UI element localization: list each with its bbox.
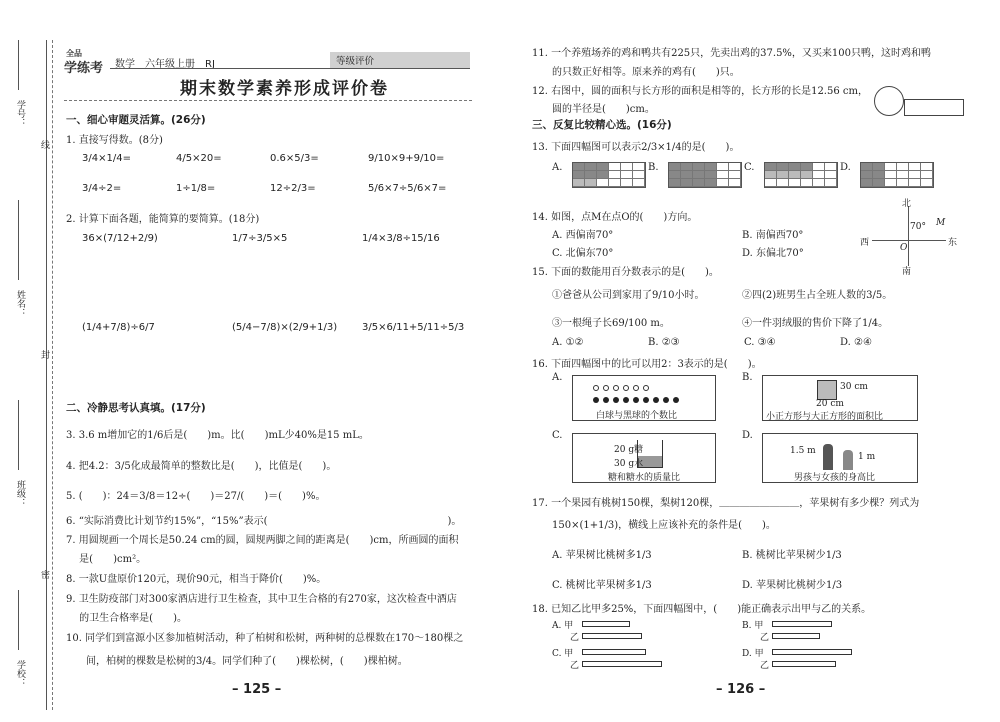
q13-option-label: B. bbox=[648, 162, 659, 173]
fill-item: 4. 把4.2：3/5化成最简单的整数比是( )，比值是( )。 bbox=[66, 461, 337, 472]
q13-grid-d bbox=[860, 162, 934, 188]
q12-line: 12. 右图中，圆的面积与长方形的面积是相等的，长方形的长是12.56 cm， bbox=[532, 86, 868, 97]
q13-option-label: D. bbox=[840, 162, 851, 173]
q18-label: 乙 bbox=[570, 661, 580, 671]
q14-option: D. 东偏北70° bbox=[742, 248, 804, 259]
q2-item: (1/4+7/8)÷6/7 bbox=[82, 322, 155, 333]
q14-option: B. 南偏西70° bbox=[742, 230, 804, 241]
q15-option: B. ②③ bbox=[648, 337, 680, 348]
q14-option: C. 北偏东70° bbox=[552, 248, 614, 259]
q13-grid-c bbox=[764, 162, 838, 188]
boy-figure bbox=[823, 444, 833, 470]
q18-bar-c-yi bbox=[582, 661, 662, 667]
q11-line: 11. 一个养殖场养的鸡和鸭共有225只，先卖出鸡的37.5%，又买来100只鸭，这时鸡和鸭 bbox=[532, 48, 932, 59]
section-1-heading: 一、细心审题灵活算。(26分) bbox=[66, 114, 206, 126]
q18-label: 乙 bbox=[760, 661, 770, 671]
q17-line: 17. 一个果园有桃树150棵，梨树120棵，＿＿＿＿＿＿＿＿，苹果树有多少棵？列式为 bbox=[532, 498, 920, 509]
q1-item: 3/4×1/4= bbox=[82, 153, 131, 164]
q18-bar-a-yi bbox=[582, 633, 642, 639]
q18-bar-b-yi bbox=[772, 633, 820, 639]
q15-option: C. ③④ bbox=[744, 337, 776, 348]
q15-item: ②四(2)班男生占全班人数的3/5。 bbox=[742, 290, 893, 301]
q16-m15: 1.5 m bbox=[790, 446, 816, 456]
q18-bar-d-yi bbox=[772, 661, 836, 667]
q17-option: C. 桃树比苹果树多1/3 bbox=[552, 580, 652, 591]
q15-item: ①爸爸从公司到家用了9/10小时。 bbox=[552, 290, 705, 301]
q15-item: ④一件羽绒服的售价下降了1/4。 bbox=[742, 318, 889, 329]
fill-item: 9. 卫生防疫部门对300家酒店进行卫生检查，其中卫生合格的有270家，这次检查中酒店 bbox=[66, 594, 457, 605]
q17-option: A. 苹果树比桃树多1/3 bbox=[552, 550, 652, 561]
q18-bar-d-jia bbox=[772, 649, 852, 655]
q2-item: 3/5×6/11+5/11÷5/3 bbox=[362, 322, 465, 333]
q18-label: B. 甲 bbox=[742, 621, 764, 631]
compass-ew-axis bbox=[872, 240, 946, 241]
q18-bar-a-jia bbox=[582, 621, 630, 627]
side-label-student-id: 学号： bbox=[15, 100, 25, 127]
side-label-seal: 封 bbox=[39, 350, 49, 359]
q1-item: 3/4÷2= bbox=[82, 183, 122, 194]
q13-grid-a bbox=[572, 162, 646, 188]
fill-item: 的卫生合格率是( )。 bbox=[66, 613, 187, 624]
girl-figure bbox=[843, 450, 853, 470]
compass-west: 西 bbox=[860, 238, 870, 248]
q16-caption-c: 糖和糖水的质量比 bbox=[608, 473, 681, 483]
cut-line bbox=[52, 40, 53, 710]
compass-ns-axis bbox=[908, 206, 909, 266]
q16-label-d: D. bbox=[742, 430, 753, 441]
q2-item: 36×(7/12+2/9) bbox=[82, 233, 158, 244]
q18-bar-c-jia bbox=[582, 649, 646, 655]
compass-o: O bbox=[900, 243, 908, 253]
section-2-heading: 二、冷静思考认真填。(17分) bbox=[66, 402, 206, 414]
header-rule bbox=[110, 68, 470, 69]
logo-top: 全品 bbox=[66, 49, 82, 58]
q16-cm30: 30 cm bbox=[840, 382, 868, 392]
black-balls bbox=[593, 394, 683, 406]
compass-angle: 70° bbox=[910, 222, 926, 232]
q1-item: 12÷2/3= bbox=[270, 183, 316, 194]
q18-label: 乙 bbox=[760, 633, 770, 643]
side-label-name: 姓名： bbox=[15, 290, 25, 317]
q16-text: 16. 下面四幅图中的比可以用2：3表示的是( )。 bbox=[532, 359, 762, 370]
logo-main: 学练考 bbox=[64, 61, 104, 76]
q15-item: ③一根绳子长69/100 m。 bbox=[552, 318, 670, 329]
q18-bar-b-jia bbox=[772, 621, 832, 627]
q1-item: 9/10×9+9/10= bbox=[368, 153, 445, 164]
q16-caption-b: 小正方形与大正方形的面积比 bbox=[766, 412, 884, 422]
q12-circle bbox=[874, 86, 904, 116]
q18-label: 乙 bbox=[570, 633, 580, 643]
compass-south: 南 bbox=[902, 267, 912, 277]
q18-label: A. 甲 bbox=[552, 621, 574, 631]
q17-line: 150×(1+1/3)，横线上应该补充的条件是( )。 bbox=[532, 520, 776, 531]
page-number-right: – 126 – bbox=[716, 682, 766, 697]
q13-option-label: C. bbox=[744, 162, 755, 173]
q15-option: D. ②④ bbox=[840, 337, 872, 348]
white-balls bbox=[593, 382, 653, 394]
q12-line: 圆的半径是( )cm。 bbox=[532, 104, 655, 115]
q15-option: A. ①② bbox=[552, 337, 584, 348]
fill-item: 是( )cm²。 bbox=[66, 554, 147, 565]
q16-g30: 30 g水 bbox=[614, 459, 644, 469]
side-label-school: 学校： bbox=[15, 660, 25, 687]
q17-option: B. 桃树比苹果树少1/3 bbox=[742, 550, 842, 561]
fill-item: 6. “实际消费比计划节约15%”，“15%”表示( )。 bbox=[66, 516, 462, 527]
q1-item: 0.6×5/3= bbox=[270, 153, 319, 164]
q15-text: 15. 下面的数能用百分数表示的是( )。 bbox=[532, 267, 719, 278]
header-badge: 等级评价 bbox=[330, 52, 470, 68]
fill-item: 间，柏树的棵数是松树的3/4。同学们种了( )棵松树，( )棵柏树。 bbox=[66, 656, 408, 667]
q14-text: 14. 如图，点M在点O的( )方向。 bbox=[532, 212, 698, 223]
small-square bbox=[817, 380, 837, 400]
q16-cm20: 20 cm bbox=[816, 399, 844, 409]
q17-option: D. 苹果树比桃树少1/3 bbox=[742, 580, 843, 591]
q1-item: 5/6×7÷5/6×7= bbox=[368, 183, 447, 194]
page-number-left: – 125 – bbox=[232, 682, 282, 697]
q13-option-label: A. bbox=[552, 162, 563, 173]
q1-item: 4/5×20= bbox=[176, 153, 222, 164]
q1-item: 1÷1/8= bbox=[176, 183, 216, 194]
fill-item: 5. ( )：24＝3/8＝12÷( )＝27/( )＝( )%。 bbox=[66, 491, 326, 502]
side-label-class: 班级： bbox=[15, 480, 25, 507]
q11-line: 的只数正好相等。原来养的鸡有( )只。 bbox=[532, 67, 740, 78]
header-subject: 数学 六年级上册 RJ bbox=[115, 59, 215, 70]
q16-label-b: B. bbox=[742, 372, 753, 383]
side-label-line: 线 bbox=[39, 140, 49, 149]
q16-caption-d: 男孩与女孩的身高比 bbox=[794, 473, 876, 483]
section-3-heading: 三、反复比较精心选。(16分) bbox=[532, 119, 672, 131]
q2-item: 1/4×3/8÷15/16 bbox=[362, 233, 440, 244]
title-rule bbox=[64, 100, 472, 101]
q12-rectangle bbox=[904, 99, 964, 116]
q2-item: (5/4−7/8)×(2/9+1/3) bbox=[232, 322, 338, 333]
q1-heading: 1. 直接写得数。(8分) bbox=[66, 135, 163, 146]
school-line bbox=[18, 590, 19, 650]
compass-north: 北 bbox=[902, 199, 912, 209]
class-line bbox=[18, 400, 19, 470]
q16-label-c: C. bbox=[552, 430, 563, 441]
q16-label-a: A. bbox=[552, 372, 563, 383]
q16-m1: 1 m bbox=[858, 452, 876, 462]
q16-caption-a: 白球与黑球的个数比 bbox=[596, 411, 678, 421]
q14-option: A. 西偏南70° bbox=[552, 230, 614, 241]
compass-east: 东 bbox=[948, 238, 958, 248]
q13-grid-b bbox=[668, 162, 742, 188]
fill-item: 10. 同学们到富源小区参加植树活动，种了柏树和松树，两种树的总棵数在170～180棵之 bbox=[66, 633, 464, 644]
q2-item: 1/7÷3/5×5 bbox=[232, 233, 288, 244]
q18-label: D. 甲 bbox=[742, 649, 764, 659]
q2-heading: 2. 计算下面各题，能简算的要简算。(18分) bbox=[66, 214, 260, 225]
q18-text: 18. 已知乙比甲多25%，下面四幅图中，( )能正确表示出甲与乙的关系。 bbox=[532, 604, 872, 615]
q13-text: 13. 下面四幅图可以表示2/3×1/4的是( )。 bbox=[532, 142, 740, 153]
student-id-line bbox=[18, 40, 19, 90]
fill-item: 3. 3.6 m增加它的1/6后是( )m。比( )mL少40%是15 mL。 bbox=[66, 430, 369, 441]
compass-m: M bbox=[936, 218, 946, 228]
fill-item: 8. 一款U盘原价120元，现价90元，相当于降价( )%。 bbox=[66, 574, 327, 585]
q16-g20: 20 g糖 bbox=[614, 445, 644, 455]
side-label-secret: 密 bbox=[39, 570, 49, 579]
right-page bbox=[500, 0, 1000, 722]
name-line bbox=[18, 200, 19, 280]
q18-label: C. 甲 bbox=[552, 649, 574, 659]
page-title: 期末数学素养形成评价卷 bbox=[180, 79, 389, 99]
fill-item: 7. 用圆规画一个周长是50.24 cm的圆，圆规两脚之间的距离是( )cm，所画圆的面积 bbox=[66, 535, 459, 546]
